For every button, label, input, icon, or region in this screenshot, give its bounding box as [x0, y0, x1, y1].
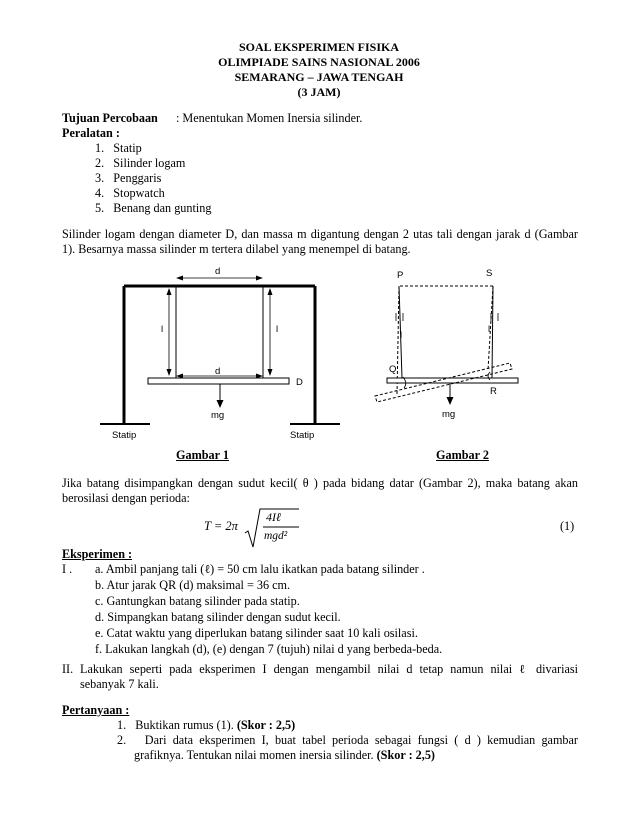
figure1-label-d-top: d	[215, 266, 221, 277]
figure1-label-l-right: l	[276, 324, 279, 335]
formula-lhs: T = 2π	[204, 519, 238, 533]
purpose-label: Tujuan Percobaan	[62, 111, 158, 125]
experiment-heading: Eksperimen :	[62, 547, 133, 561]
event-name: OLIMPIADE SAINS NASIONAL 2006	[218, 55, 420, 69]
figure1-label-d-bottom: d	[215, 366, 221, 377]
figure2-label-l-left: l	[400, 330, 403, 341]
figure1-caption: Gambar 1	[176, 448, 229, 462]
event-location: SEMARANG – JAWA TENGAH	[234, 70, 404, 84]
formula-denominator: mgd²	[264, 530, 288, 542]
figure2-label-R: R	[490, 386, 497, 397]
questions-heading: Pertanyaan :	[62, 703, 130, 717]
figure2-label-Q: Q	[389, 364, 397, 375]
exam-duration: (3 JAM)	[297, 85, 341, 99]
figure2-label-S: S	[486, 268, 493, 279]
figure1-label-mg: mg	[211, 410, 225, 421]
equipment-item: 4. Stopwatch	[95, 186, 165, 200]
period-formula	[204, 507, 304, 551]
experiment-step: e. Catat waktu yang diperlukan batang silinder saat 10 kali osilasi.	[95, 626, 418, 640]
figure2-label-mg: mg	[442, 409, 456, 420]
formula-number: (1)	[560, 519, 575, 533]
oscillation-line: Jika batang disimpangkan dengan sudut kecil( θ ) pada bidang datar (Gambar 2), maka batang akan	[62, 476, 578, 490]
experiment-step: b. Atur jarak QR (d) maksimal = 36 cm.	[95, 578, 291, 592]
figure1-label-statip-right: Statip	[290, 430, 315, 441]
question-2-line-2	[134, 748, 435, 763]
doc-title: SOAL EKSPERIMEN FISIKA	[238, 40, 400, 54]
figure2-caption: Gambar 2	[436, 448, 489, 462]
experiment-step: a. Ambil panjang tali (ℓ) = 50 cm lalu ikatkan pada batang silinder .	[95, 562, 425, 576]
question-1-text: 1. Buktikan rumus (1).	[117, 718, 237, 732]
purpose-text: : Menentukan Momen Inersia silinder.	[175, 111, 363, 125]
question-1	[117, 718, 295, 733]
question-2-score: (Skor : 2,5)	[376, 748, 435, 762]
figure2-label-P: P	[397, 270, 404, 281]
experiment-step: c. Gantungkan batang silinder pada statip.	[95, 594, 300, 608]
experiment-step: d. Simpangkan batang silinder dengan sudut kecil.	[95, 610, 341, 624]
question-2-line: 2. Dari data eksperimen I, buat tabel perioda sebagai fungsi ( d ) kemudian gambar	[117, 733, 578, 747]
figure1-label-D: D	[296, 377, 303, 388]
figure1-label-statip-left: Statip	[112, 430, 137, 441]
figure2-label-l-right: l	[488, 324, 491, 335]
experiment-step: f. Lakukan langkah (d), (e) dengan 7 (tujuh) nilai d yang berbeda-beda.	[95, 642, 443, 656]
experiment-part2-line: sebanyak 7 kali.	[80, 677, 159, 691]
equipment-item: 3. Penggaris	[95, 171, 162, 185]
intro-line: Silinder logam dengan diameter D, dan massa m digantung dengan 2 utas tali dengan jarak d (Gambar	[62, 227, 578, 241]
equipment-item: 1. Statip	[95, 141, 142, 155]
question-1-score: (Skor : 2,5)	[236, 718, 296, 732]
equipment-item: 2. Silinder logam	[95, 156, 186, 170]
figure1-label-l-left: l	[161, 324, 164, 335]
oscillation-line: berosilasi dengan perioda:	[62, 491, 190, 505]
experiment-part2-label: II.	[62, 662, 74, 676]
experiment-part1-label: I .	[62, 562, 73, 576]
formula-numerator: 4Iℓ	[266, 510, 281, 524]
intro-line: 1). Besarnya massa silinder m tertera dilabel yang menempel di batang.	[62, 242, 411, 256]
experiment-part2-line: Lakukan seperti pada eksperimen I dengan mengambil nilai d tetap namun nilai ℓ divariasi	[80, 662, 578, 676]
equipment-label: Peralatan :	[62, 126, 120, 140]
question-2-text: grafiknya. Tentukan nilai momen inersia silinder.	[134, 748, 377, 762]
equipment-item: 5. Benang dan gunting	[95, 201, 212, 215]
